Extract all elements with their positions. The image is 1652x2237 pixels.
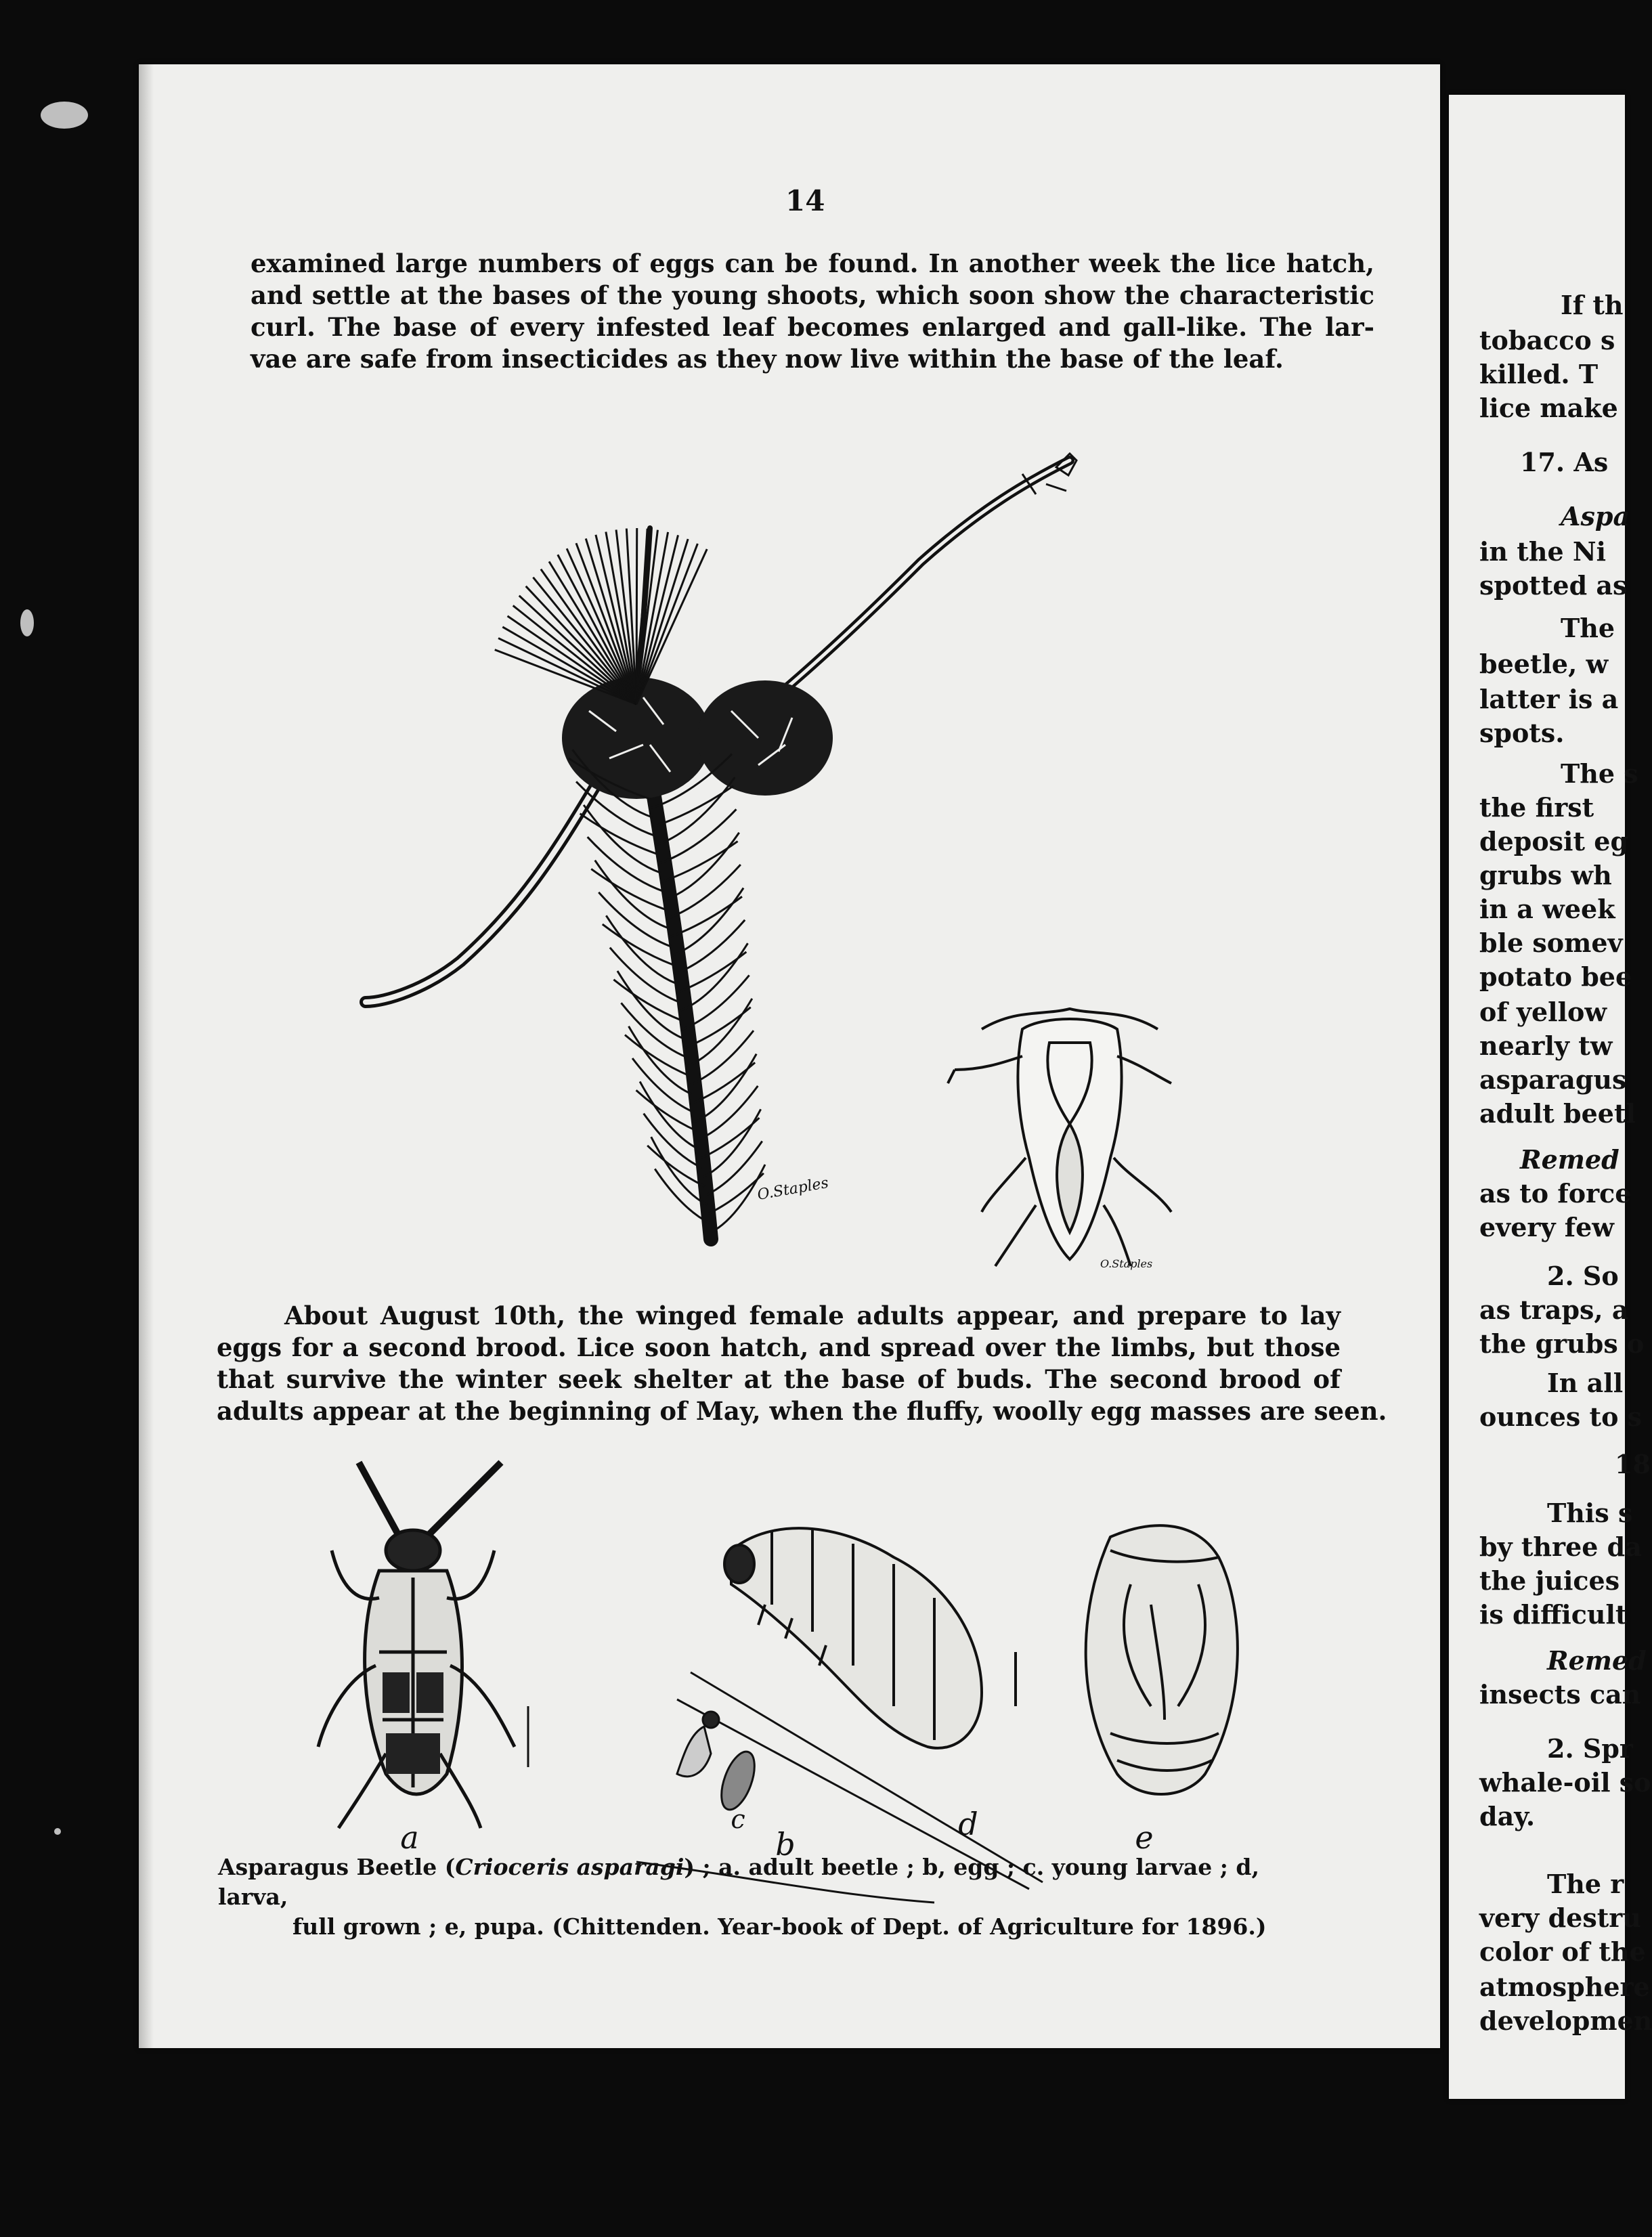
figure-caption <box>218 1852 1301 1942</box>
pine-needle <box>625 1035 689 1076</box>
right-page-line: in the Ni <box>1479 536 1607 567</box>
right-page-line: ble somev <box>1479 928 1623 958</box>
asparagus-beetle-illustration <box>298 1449 1300 1863</box>
right-page-line: This s <box>1547 1498 1633 1528</box>
right-page-line: potato bee <box>1479 961 1632 992</box>
right-page-line: lice make <box>1479 393 1618 423</box>
right-page-line: the juices <box>1479 1565 1620 1596</box>
right-page-line: day. <box>1479 1801 1536 1831</box>
pine-needle <box>580 814 658 854</box>
right-page-line: whale-oil so <box>1479 1767 1651 1798</box>
pine-needle <box>636 528 637 704</box>
pine-needle <box>526 586 636 704</box>
right-page-line: insects can <box>1479 1679 1641 1710</box>
pine-needle <box>613 980 681 1020</box>
right-page-line: very destru <box>1479 1903 1641 1933</box>
label-d: d <box>958 1806 978 1842</box>
right-page-line: The r <box>1547 1869 1624 1899</box>
right-page-line: killed. T <box>1479 359 1599 389</box>
right-page-line: The <box>1561 613 1615 643</box>
pine-needle <box>603 924 674 965</box>
right-page-line: of yellow <box>1479 997 1607 1027</box>
right-page-line: by three da <box>1479 1532 1642 1562</box>
right-page-line: latter is a <box>1479 684 1619 714</box>
right-page-line: spotted as <box>1479 570 1628 601</box>
paragraph-2-line: that survive the winter seek shelter at the base of buds. The second brood of <box>217 1364 1341 1394</box>
right-page-line: atmosphere <box>1479 1972 1650 2002</box>
right-page-line: color of the <box>1479 1936 1646 1967</box>
right-page-line: grubs wh <box>1479 860 1612 890</box>
pine-needle <box>708 1173 764 1214</box>
paragraph-1-line: vae are safe from insecticides as they now live within the base of the leaf. <box>251 344 1284 374</box>
right-page-line: Aspa <box>1561 501 1630 531</box>
paragraph-1 <box>251 248 1374 375</box>
pine-needle <box>591 869 666 909</box>
right-page-line: Remed <box>1547 1645 1647 1676</box>
caption-line-2: full grown ; e, pupa. (Chittenden. Year-book of Dept. of Agriculture for 1896.) <box>292 1913 1267 1940</box>
paragraph-1-line: curl. The base of every infested leaf becomes enlarged and gall-like. The lar- <box>251 312 1374 342</box>
right-page-line: The s <box>1561 758 1638 789</box>
right-page-line: the grubs o <box>1479 1328 1645 1359</box>
label-a: a <box>400 1819 419 1856</box>
right-page-line: 18 <box>1615 1449 1651 1479</box>
right-page-line: adult beetl <box>1479 1098 1636 1129</box>
right-page-line: the first <box>1479 792 1594 823</box>
right-page-line: 17. As <box>1520 447 1609 477</box>
label-e: e <box>1135 1819 1154 1856</box>
paragraph-2-line: eggs for a second brood. Lice soon hatch, and spread over the limbs, but those <box>217 1332 1341 1362</box>
paragraph-2-line: adults appear at the beginning of May, when the fluffy, woolly egg masses are seen. <box>217 1396 1387 1426</box>
species-name: Crioceris asparagi <box>455 1854 684 1880</box>
louse-nymph-illustration <box>941 989 1198 1286</box>
paragraph-2 <box>217 1300 1387 1427</box>
paragraph-1-line: examined large numbers of eggs can be found. In another week the lice hatch, <box>251 248 1374 278</box>
right-page-line: as traps, a <box>1479 1295 1629 1325</box>
right-page-line: every few <box>1479 1212 1614 1242</box>
right-page-line: developmen <box>1479 2005 1652 2036</box>
right-page-line: ounces to s <box>1479 1402 1643 1432</box>
right-page-line: in a week <box>1479 894 1615 924</box>
right-page-line: Remed <box>1520 1144 1620 1175</box>
illustration-signature: O.Staples <box>1100 1257 1153 1270</box>
right-page-line: asparagus <box>1479 1064 1627 1095</box>
right-page-line: as to force <box>1479 1178 1632 1209</box>
page-number: 14 <box>785 184 825 217</box>
paragraph-2-line: About August 10th, the winged female adults appear, and prepare to lay <box>284 1301 1341 1330</box>
page-gutter-shadow <box>139 64 154 2048</box>
right-page-line: In all <box>1547 1368 1624 1398</box>
illustration-signature: O.Staples <box>756 1174 830 1204</box>
pine-needle <box>636 1090 697 1131</box>
right-page-line: tobacco s <box>1479 325 1615 355</box>
right-page-line: deposit eg <box>1479 826 1629 856</box>
dust-speck <box>54 1828 61 1835</box>
right-page-line: nearly tw <box>1479 1030 1613 1061</box>
label-b: b <box>775 1826 796 1863</box>
caption-line-1: Asparagus Beetle (Crioceris asparagi) ; a. adult beetle ; b, egg ; c. young larvae ; d, larva, <box>218 1854 1259 1910</box>
right-page-line: is difficult <box>1479 1599 1628 1630</box>
right-page-line: beetle, w <box>1479 649 1609 679</box>
paragraph-1-line: and settle at the bases of the young shoots, which soon show the characteristic <box>251 280 1374 310</box>
right-page-line: spots. <box>1479 718 1565 748</box>
pine-needle <box>703 1109 761 1177</box>
pine-needle <box>711 1165 765 1232</box>
pine-needle <box>588 837 663 891</box>
dust-speck <box>20 609 34 636</box>
right-page-line: If th <box>1561 290 1624 320</box>
dust-speck <box>41 102 88 129</box>
right-page-line: 2. So <box>1547 1261 1619 1291</box>
label-c: c <box>731 1804 745 1834</box>
right-page-line: 2. Spr <box>1547 1733 1633 1764</box>
